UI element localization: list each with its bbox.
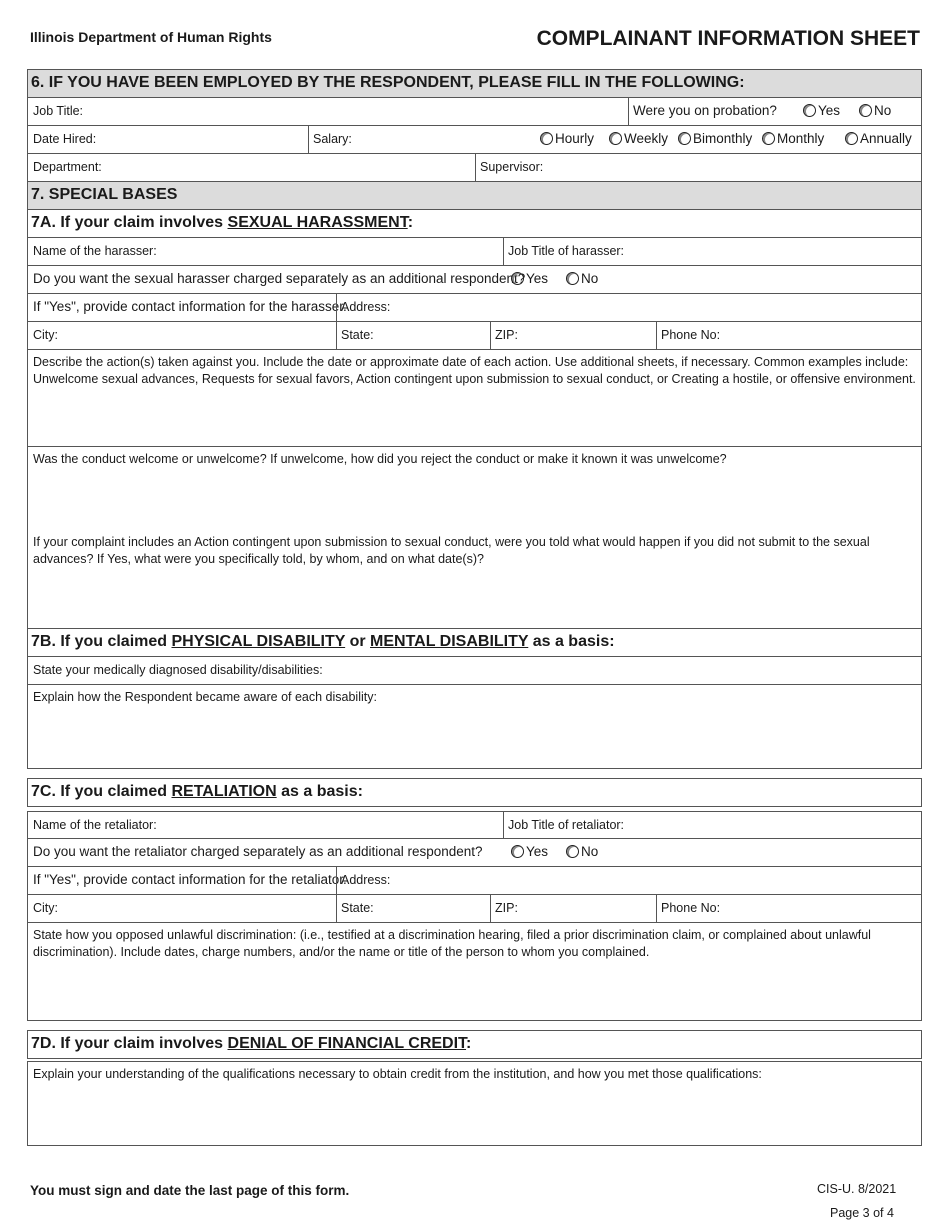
section-6-header: [27, 69, 922, 98]
opposed-box[interactable]: [27, 922, 922, 1021]
section-7-title: 7. SPECIAL BASES: [31, 186, 178, 203]
harasser-contact-row: [27, 293, 922, 322]
form-title: COMPLAINANT INFORMATION SHEET: [536, 27, 920, 50]
section-7-header: [27, 181, 922, 210]
date-hired-field[interactable]: [28, 126, 308, 153]
radio-circle-icon: [762, 132, 775, 145]
department-row: [27, 153, 922, 182]
retaliator-charge-yes-radio[interactable]: Yes: [511, 844, 548, 859]
credit-box[interactable]: [27, 1061, 922, 1146]
retaliator-contact-label: If "Yes", provide contact information for the retaliator.: [33, 872, 347, 887]
radio-circle-icon: [609, 132, 622, 145]
harasser-state-field[interactable]: State:: [341, 328, 374, 342]
radio-circle-icon: [540, 132, 553, 145]
radio-circle-icon: [678, 132, 691, 145]
pay-monthly-radio[interactable]: Monthly: [762, 131, 824, 146]
agency-name: Illinois Department of Human Rights: [30, 29, 272, 45]
retaliator-city-field[interactable]: City:: [33, 901, 58, 915]
retaliator-name-field[interactable]: [28, 812, 503, 838]
harasser-name-label: Name of the harasser:: [33, 244, 157, 258]
retaliator-charge-question: Do you want the retaliator charged separately as an additional respondent?: [33, 844, 483, 859]
retaliator-state-field[interactable]: State:: [341, 901, 374, 915]
contingent-box[interactable]: [27, 530, 922, 629]
retaliator-address-label: Address:: [341, 873, 391, 887]
harasser-city-row: [27, 321, 922, 350]
welcome-question: Was the conduct welcome or unwelcome? If unwelcome, how did you reject the conduct or make it known it was unwelcome?: [33, 452, 727, 466]
probation-no-radio[interactable]: No: [859, 103, 891, 118]
harasser-job-label: Job Title of harasser:: [508, 244, 625, 258]
radio-circle-icon: [511, 845, 524, 858]
job-title-row: [27, 97, 922, 126]
radio-circle-icon: [511, 272, 524, 285]
section-7a-title: 7A. If your claim involves SEXUAL HARASSMENT:: [31, 214, 414, 231]
diagnosed-label: State your medically diagnosed disability/disabilities:: [33, 663, 323, 677]
aware-box[interactable]: [27, 684, 922, 769]
radio-circle-icon: [859, 104, 872, 117]
harasser-job-field[interactable]: [503, 238, 921, 265]
harasser-charge-row: [27, 265, 922, 294]
section-7b-title: 7B. If you claimed PHYSICAL DISABILITY or MENTAL DISABILITY as a basis:: [31, 633, 615, 650]
harasser-describe-text: Describe the action(s) taken against you. Include the date or approximate date of each action. Use additional sheets, if necessary. Common examples include: Unwelcome sexual advances, Requests for sexual favors, Action contingent upon submission to sexual conduct, or Creating a hostile, or offensive environment.: [33, 355, 916, 386]
harasser-charge-yes-radio[interactable]: Yes: [511, 271, 548, 286]
date-hired-row: [27, 125, 922, 154]
section-7d-header: [27, 1030, 922, 1059]
credit-question: Explain your understanding of the qualifications necessary to obtain credit from the institution, and how you met those qualifications:: [33, 1067, 762, 1081]
harasser-zip-field[interactable]: ZIP:: [495, 328, 518, 342]
pay-hourly-radio[interactable]: Hourly: [540, 131, 594, 146]
retaliator-contact-row: [27, 866, 922, 895]
harasser-address-label: Address:: [341, 300, 391, 314]
opposed-question: State how you opposed unlawful discrimination: (i.e., testified at a discrimination hearing, filed a prior discrimination claim, or complained about unlawful discrimination). Include dates, charge numbers, and/or the name or title of the person to whom you complained.: [33, 928, 871, 959]
salary-label: Salary:: [313, 132, 352, 146]
section-6-title: 6. IF YOU HAVE BEEN EMPLOYED BY THE RESPONDENT, PLEASE FILL IN THE FOLLOWING:: [31, 74, 745, 91]
harasser-city-field[interactable]: City:: [33, 328, 58, 342]
radio-circle-icon: [845, 132, 858, 145]
retaliator-charge-no-radio[interactable]: No: [566, 844, 598, 859]
harasser-phone-field[interactable]: Phone No:: [661, 328, 721, 342]
pay-weekly-radio[interactable]: Weekly: [609, 131, 668, 146]
harasser-charge-question: Do you want the sexual harasser charged separately as an additional respondent?: [33, 271, 526, 286]
section-7a-header: [27, 209, 922, 238]
radio-circle-icon: [566, 272, 579, 285]
harasser-name-field[interactable]: [28, 238, 503, 265]
section-7c-title: 7C. If you claimed RETALIATION as a basis:: [31, 783, 363, 800]
retaliator-name-row: [27, 811, 922, 839]
pay-annually-radio[interactable]: Annually: [845, 131, 912, 146]
salary-field[interactable]: [308, 126, 528, 153]
supervisor-field[interactable]: [475, 154, 921, 181]
job-title-label: Job Title:: [33, 104, 84, 118]
section-7b-header: [27, 628, 922, 657]
department-field[interactable]: [28, 154, 475, 181]
retaliator-address-field[interactable]: [336, 867, 921, 894]
contingent-question: If your complaint includes an Action contingent upon submission to sexual conduct, were you told what would happen if you did not submit to the sexual advances? If Yes, what were you specifically told, by whom, and on what date(s)?: [33, 535, 870, 566]
harasser-address-field[interactable]: [336, 294, 921, 321]
aware-question: Explain how the Respondent became aware of each disability:: [33, 690, 377, 704]
section-7d-title: 7D. If your claim involves DENIAL OF FINANCIAL CREDIT:: [31, 1035, 472, 1052]
section-7c-header: [27, 778, 922, 807]
pay-bimonthly-radio[interactable]: Bimonthly: [678, 131, 752, 146]
harasser-contact-label: If "Yes", provide contact information for the harasser.: [33, 299, 347, 314]
retaliator-job-field[interactable]: [503, 812, 921, 838]
page-number: Page 3 of 4: [830, 1206, 894, 1220]
retaliator-charge-row: [27, 838, 922, 867]
retaliator-job-label: Job Title of retaliator:: [508, 818, 625, 832]
radio-circle-icon: [803, 104, 816, 117]
retaliator-phone-field[interactable]: Phone No:: [661, 901, 721, 915]
harasser-name-row: [27, 237, 922, 266]
diagnosed-row[interactable]: [27, 656, 922, 685]
sign-notice: You must sign and date the last page of this form.: [30, 1183, 350, 1198]
supervisor-label: Supervisor:: [480, 160, 544, 174]
welcome-box[interactable]: [27, 446, 922, 530]
probation-yes-radio[interactable]: Yes: [803, 103, 840, 118]
retaliator-city-row: [27, 894, 922, 923]
harasser-describe-box[interactable]: [27, 349, 922, 447]
radio-circle-icon: [566, 845, 579, 858]
probation-label: Were you on probation?: [633, 103, 777, 118]
retaliator-name-label: Name of the retaliator:: [33, 818, 157, 832]
department-label: Department:: [33, 160, 102, 174]
date-hired-label: Date Hired:: [33, 132, 97, 146]
harasser-charge-no-radio[interactable]: No: [566, 271, 598, 286]
retaliator-zip-field[interactable]: ZIP:: [495, 901, 518, 915]
job-title-field[interactable]: [28, 98, 628, 125]
form-number: CIS-U. 8/2021: [817, 1182, 897, 1196]
